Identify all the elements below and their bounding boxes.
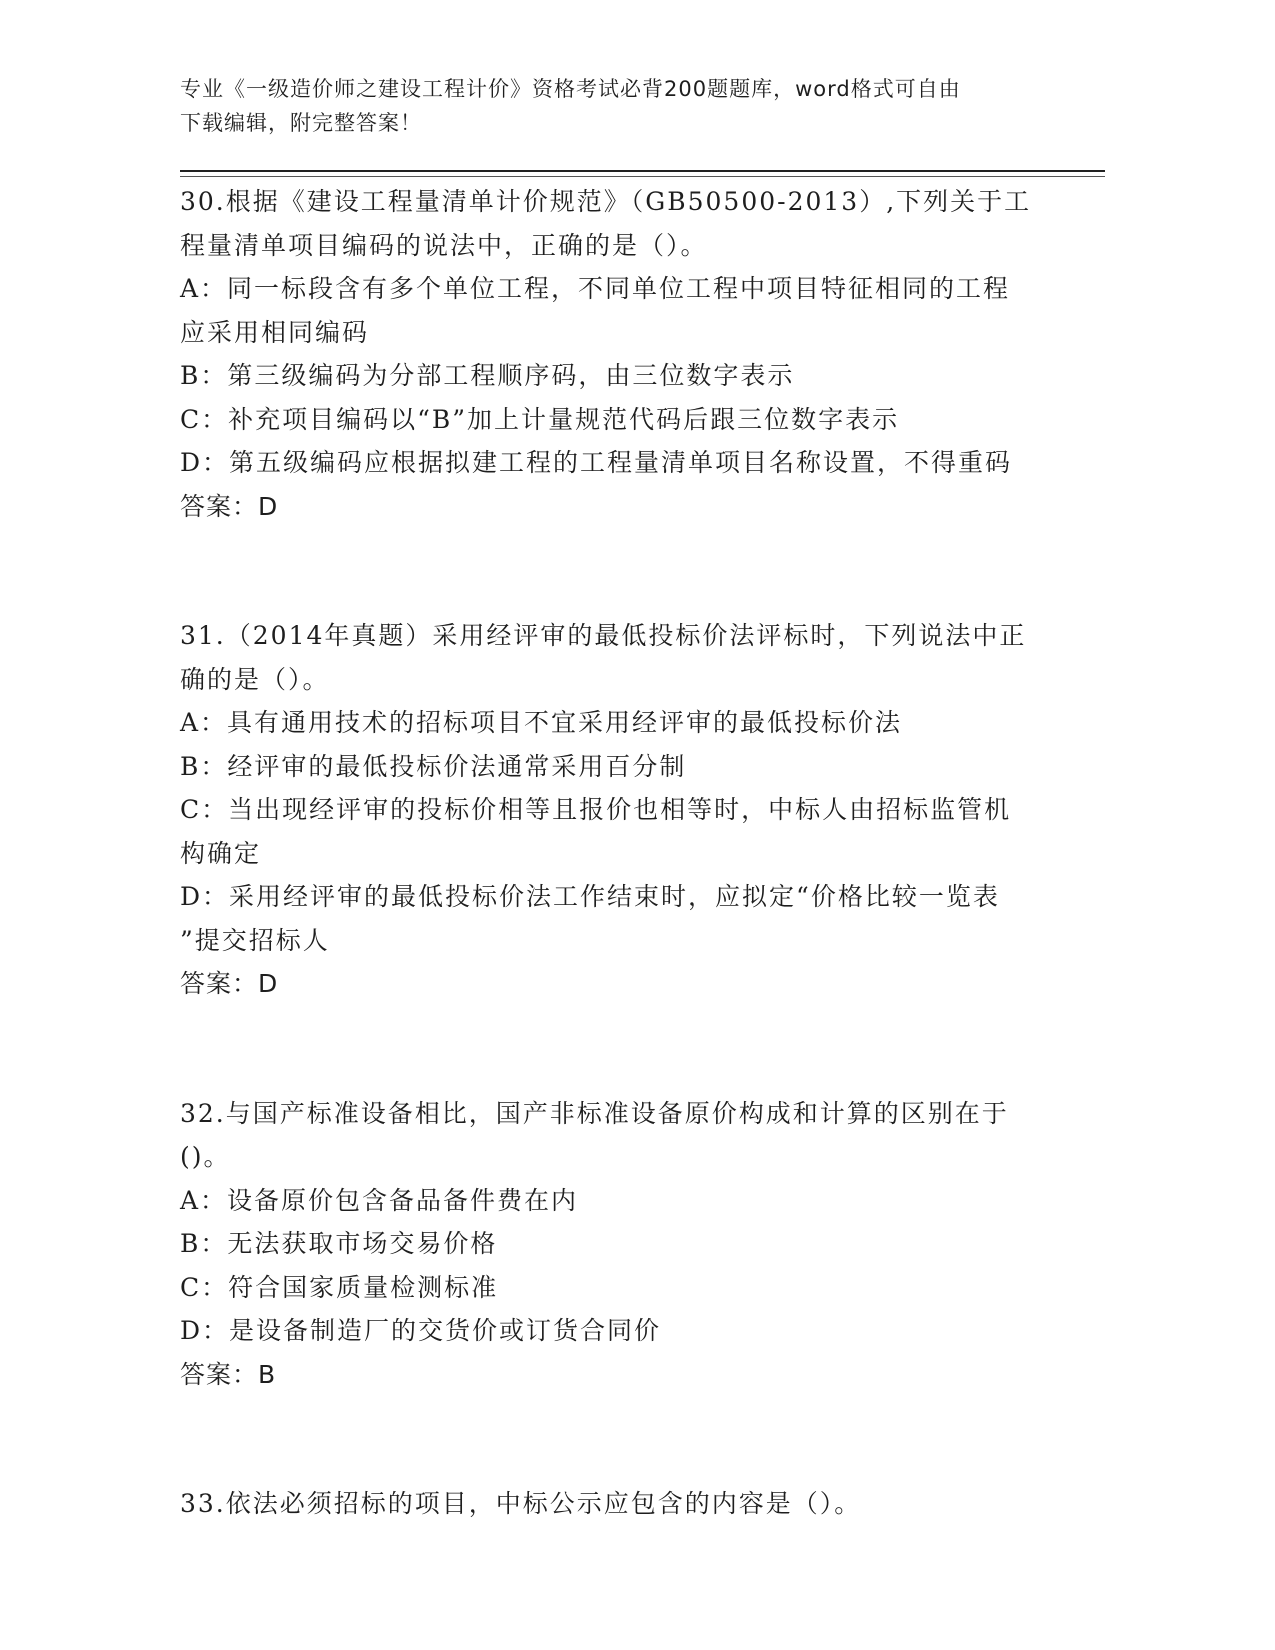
option-b: B：经评审的最低投标价法通常采用百分制 — [180, 751, 687, 781]
question-33 — [180, 1482, 1080, 1526]
header-divider-thin — [180, 176, 1105, 177]
option-d: ”提交招标人 — [180, 925, 330, 955]
option-a: A：具有通用技术的招标项目不宜采用经评审的最低投标价法 — [180, 708, 903, 737]
answer-label: 答案：D — [180, 491, 279, 521]
question-spacer — [180, 528, 1080, 614]
question-spacer — [180, 1006, 1080, 1092]
option-c: C：补充项目编码以“B”加上计量规范代码后跟三位数字表示 — [180, 404, 900, 434]
header-line-1: 专业《一级造价师之建设工程计价》资格考试必背200题题库，word格式可自由 — [180, 77, 961, 101]
option-b: B：无法获取市场交易价格 — [180, 1229, 498, 1258]
question-stem: 33.依法必须招标的项目，中标公示应包含的内容是（）。 — [180, 1489, 862, 1518]
document-header — [180, 72, 1040, 140]
option-a: A：同一标段含有多个单位工程，不同单位工程中项目特征相同的工程 — [180, 274, 1011, 303]
option-d: D：采用经评审的最低投标价法工作结束时，应拟定“价格比较一览表 — [180, 882, 1000, 911]
question-stem: 确的是（）。 — [180, 664, 330, 694]
question-stem: 31.（2014年真题）采用经评审的最低投标价法评标时，下列说法中正 — [180, 621, 1027, 650]
header-line-2: 下载编辑，附完整答案！ — [180, 111, 422, 135]
option-c: C：符合国家质量检测标准 — [180, 1272, 499, 1302]
option-d: D：是设备制造厂的交货价或订货合同价 — [180, 1316, 662, 1345]
question-list — [180, 180, 1080, 1526]
option-c: C：当出现经评审的投标价相等且报价也相等时，中标人由招标监管机 — [180, 795, 1012, 824]
option-a: A：设备原价包含备品备件费在内 — [180, 1185, 579, 1215]
question-stem: ()。 — [180, 1142, 231, 1171]
question-stem: 程量清单项目编码的说法中，正确的是（）。 — [180, 230, 708, 260]
question-spacer — [180, 1396, 1080, 1482]
question-32 — [180, 1092, 1080, 1397]
header-divider-thick — [180, 170, 1105, 172]
option-d: D：第五级编码应根据拟建工程的工程量清单项目名称设置，不得重码 — [180, 448, 1013, 477]
option-c: 构确定 — [180, 838, 262, 868]
option-a: 应采用相同编码 — [180, 317, 370, 347]
question-stem: 32.与国产标准设备相比，国产非标准设备原价构成和计算的区别在于 — [180, 1098, 1009, 1128]
answer-label: 答案：D — [180, 969, 279, 998]
question-31 — [180, 614, 1080, 1006]
answer-label: 答案：B — [180, 1359, 277, 1389]
option-b: B：第三级编码为分部工程顺序码，由三位数字表示 — [180, 361, 795, 390]
question-stem: 30.根据《建设工程量清单计价规范》（GB50500-2013）,下列关于工 — [180, 187, 1032, 216]
question-30 — [180, 180, 1080, 528]
